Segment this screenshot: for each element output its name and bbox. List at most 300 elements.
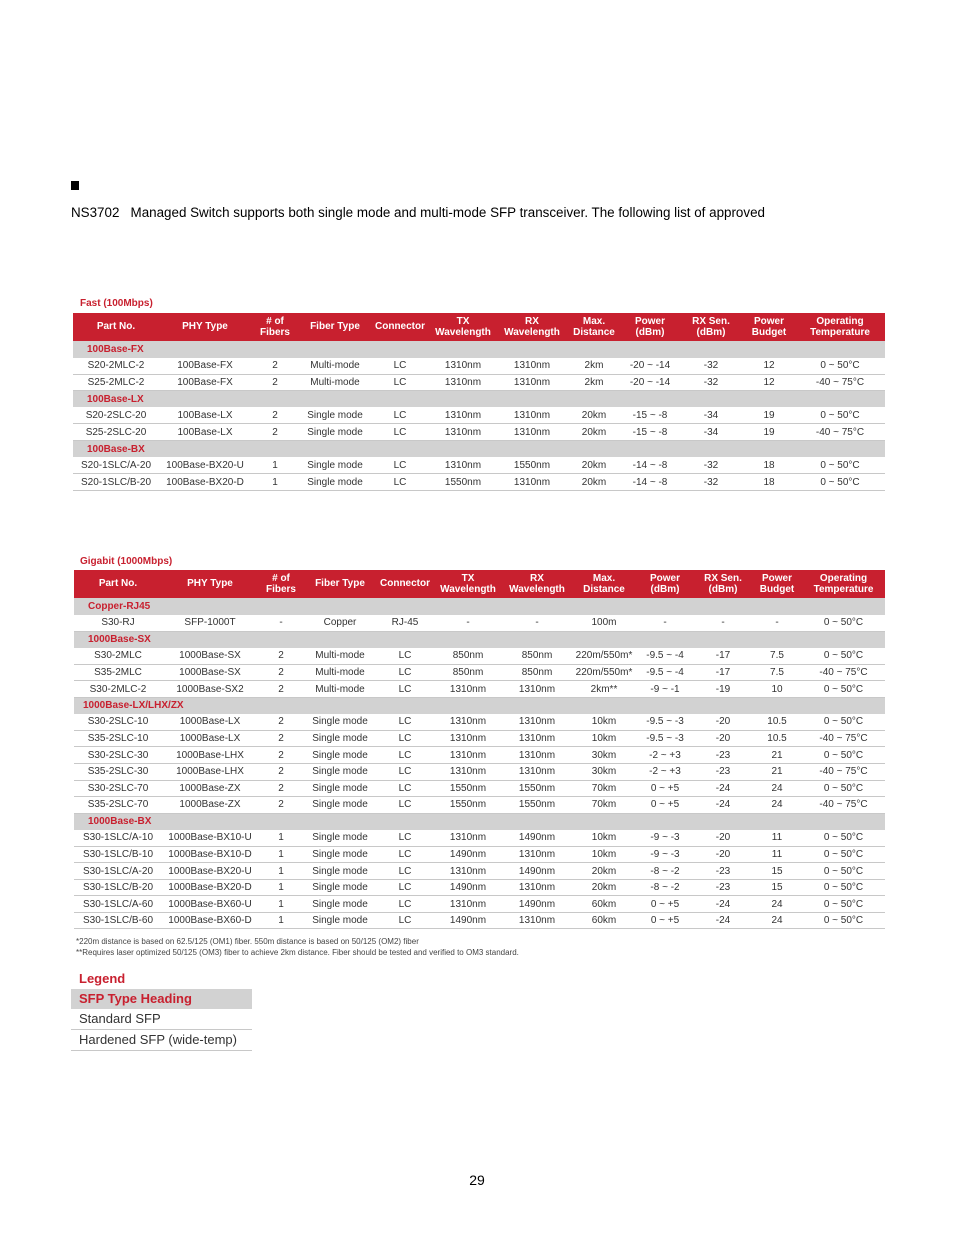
column-header: Max. Distance (572, 570, 636, 598)
table-cell: Single mode (304, 747, 376, 764)
table-cell: 1490nm (502, 896, 572, 913)
table-cell: SFP-1000T (162, 615, 258, 632)
table-cell: 1000Base-BX60-U (162, 896, 258, 913)
table-cell: 1310nm (429, 424, 497, 441)
table-cell: Single mode (304, 780, 376, 797)
table-cell: 0 ~ 50°C (795, 358, 885, 375)
table-cell: -9.5 ~ -3 (636, 714, 694, 731)
table-cell: -40 ~ 75°C (802, 664, 885, 681)
table-cell: -40 ~ 75°C (795, 374, 885, 391)
table-cell: 100Base-LX (159, 424, 251, 441)
table-cell: 0 ~ 50°C (802, 912, 885, 929)
column-header: # of Fibers (251, 313, 299, 341)
table-cell: 1310nm (434, 714, 502, 731)
table-cell: 24 (752, 797, 802, 814)
table-cell: 2 (258, 747, 304, 764)
table-cell: S35-2SLC-30 (74, 763, 162, 780)
fast-ethernet-table (73, 313, 885, 491)
table-cell: 1 (258, 896, 304, 913)
table-cell: LC (376, 896, 434, 913)
table-cell: 70km (572, 797, 636, 814)
table-cell: 1310nm (502, 846, 572, 863)
table-cell: 1310nm (429, 358, 497, 375)
table-cell: 21 (752, 763, 802, 780)
table-cell: 2 (251, 374, 299, 391)
table-cell: S20-1SLC/B-20 (73, 474, 159, 491)
table-cell: -24 (694, 912, 752, 929)
column-header: RX Sen. (dBm) (679, 313, 743, 341)
table-cell: LC (376, 763, 434, 780)
table-cell: 1490nm (502, 863, 572, 880)
table-cell: 12 (743, 358, 795, 375)
table-row (74, 830, 885, 847)
table-cell: 0 ~ 50°C (802, 830, 885, 847)
table-cell: Multi-mode (299, 374, 371, 391)
table-cell: 1310nm (502, 747, 572, 764)
table-cell: -20 (694, 714, 752, 731)
group-row (73, 341, 885, 358)
table-cell: -23 (694, 763, 752, 780)
table-cell: Single mode (304, 912, 376, 929)
column-header: # of Fibers (258, 570, 304, 598)
intro-text: NS3702 Managed Switch supports both single mode and multi-mode SFP transceiver. The following list of approved (71, 205, 765, 220)
column-header: Max. Distance (567, 313, 621, 341)
legend-standard-sfp: Standard SFP (71, 1009, 252, 1030)
table-cell: 60km (572, 912, 636, 929)
table-cell: Multi-mode (299, 358, 371, 375)
table-cell: LC (376, 846, 434, 863)
table-cell: -2 ~ +3 (636, 763, 694, 780)
group-heading: 1000Base-SX (74, 631, 885, 648)
table-cell: 0 ~ 50°C (795, 474, 885, 491)
table-cell: -9 ~ -3 (636, 846, 694, 863)
table-cell: 2km (567, 374, 621, 391)
table-cell: S30-2SLC-30 (74, 747, 162, 764)
table-cell: -15 ~ -8 (621, 424, 679, 441)
table-cell: 1310nm (434, 830, 502, 847)
table-cell: 15 (752, 879, 802, 896)
table-cell: -9.5 ~ -4 (636, 664, 694, 681)
column-header: Operating Temperature (795, 313, 885, 341)
table-cell: 1550nm (434, 780, 502, 797)
table-cell: LC (371, 358, 429, 375)
table-cell: 1000Base-LHX (162, 763, 258, 780)
table-cell: LC (376, 830, 434, 847)
table-cell: -32 (679, 358, 743, 375)
table-cell: 1 (258, 879, 304, 896)
table-cell: 20km (572, 879, 636, 896)
table-row (74, 714, 885, 731)
table-cell: 100Base-FX (159, 374, 251, 391)
table-cell: Single mode (304, 797, 376, 814)
table-cell: LC (376, 797, 434, 814)
table-cell: Single mode (304, 830, 376, 847)
table-cell: - (258, 615, 304, 632)
table-cell: 1490nm (434, 912, 502, 929)
column-header: Operating Temperature (802, 570, 885, 598)
table-cell: Multi-mode (304, 681, 376, 698)
table-cell: 1 (251, 474, 299, 491)
table-cell: Copper (304, 615, 376, 632)
table-cell: - (434, 615, 502, 632)
table-cell: S30-1SLC/B-20 (74, 879, 162, 896)
table-cell: Single mode (299, 457, 371, 474)
table-cell: 21 (752, 747, 802, 764)
table-cell: -24 (694, 896, 752, 913)
table-cell: Multi-mode (304, 648, 376, 665)
table-cell: 2 (258, 797, 304, 814)
page-number: 29 (469, 1172, 485, 1188)
table-cell: 30km (572, 747, 636, 764)
table-cell: -40 ~ 75°C (802, 763, 885, 780)
table-cell: S30-1SLC/B-60 (74, 912, 162, 929)
table-cell: LC (371, 407, 429, 424)
table-cell: S20-2MLC-2 (73, 358, 159, 375)
table-cell: 0 ~ 50°C (802, 648, 885, 665)
table-cell: 100Base-FX (159, 358, 251, 375)
table-cell: S20-2SLC-20 (73, 407, 159, 424)
table-cell: 1490nm (434, 846, 502, 863)
table-cell: 1000Base-BX60-D (162, 912, 258, 929)
table-cell: 1310nm (497, 424, 567, 441)
table-cell: 20km (572, 863, 636, 880)
group-row (73, 441, 885, 458)
table-cell: 220m/550m* (572, 648, 636, 665)
table-row (73, 374, 885, 391)
table-cell: 2km (567, 358, 621, 375)
table-cell: 100m (572, 615, 636, 632)
table-cell: 7.5 (752, 664, 802, 681)
table-cell: 1310nm (502, 714, 572, 731)
table-cell: 70km (572, 780, 636, 797)
table-cell: 10.5 (752, 730, 802, 747)
table-row (74, 879, 885, 896)
table-cell: S25-2MLC-2 (73, 374, 159, 391)
table-cell: 12 (743, 374, 795, 391)
table-cell: Single mode (299, 424, 371, 441)
table-cell: Single mode (304, 863, 376, 880)
column-header: Fiber Type (304, 570, 376, 598)
table-cell: LC (371, 424, 429, 441)
table-cell: 0 ~ 50°C (802, 846, 885, 863)
table-cell: S20-1SLC/A-20 (73, 457, 159, 474)
table-cell: 10.5 (752, 714, 802, 731)
table-cell: 1000Base-ZX (162, 780, 258, 797)
table-cell: 19 (743, 407, 795, 424)
table-cell: S30-2SLC-10 (74, 714, 162, 731)
table-cell: 2km** (572, 681, 636, 698)
table-cell: 0 ~ +5 (636, 780, 694, 797)
table-cell: 1310nm (434, 747, 502, 764)
table-cell: 2 (258, 780, 304, 797)
table-row (74, 681, 885, 698)
column-header: RX Sen. (dBm) (694, 570, 752, 598)
table-cell: 19 (743, 424, 795, 441)
table-row (74, 896, 885, 913)
table-cell: -23 (694, 879, 752, 896)
table-cell: -34 (679, 424, 743, 441)
table-row (74, 648, 885, 665)
table-cell: 2 (258, 664, 304, 681)
table-cell: LC (371, 374, 429, 391)
table-cell: Single mode (304, 846, 376, 863)
group-heading: Copper-RJ45 (74, 598, 885, 615)
footnote-2: **Requires laser optimized 50/125 (OM3) fiber to achieve 2km distance. Fiber should be tested and verified to OM3 standard. (76, 948, 519, 957)
table-row (74, 747, 885, 764)
table-cell: S30-2MLC-2 (74, 681, 162, 698)
table-cell: 0 ~ +5 (636, 912, 694, 929)
table-cell: 850nm (434, 648, 502, 665)
table-cell: -23 (694, 747, 752, 764)
table-cell: 10km (572, 714, 636, 731)
table-cell: 60km (572, 896, 636, 913)
column-header: RX Wavelength (497, 313, 567, 341)
column-header: Connector (376, 570, 434, 598)
column-header: Fiber Type (299, 313, 371, 341)
column-header: PHY Type (159, 313, 251, 341)
table-cell: -17 (694, 648, 752, 665)
legend-heading-swatch: SFP Type Heading (71, 989, 252, 1009)
table-cell: 20km (567, 407, 621, 424)
table-cell: 1310nm (502, 681, 572, 698)
table-cell: - (636, 615, 694, 632)
legend-hardened-sfp: Hardened SFP (wide-temp) (71, 1030, 252, 1051)
table-cell: 1310nm (502, 879, 572, 896)
table-cell: 0 ~ 50°C (802, 780, 885, 797)
table-cell: S35-2SLC-70 (74, 797, 162, 814)
table-cell: -17 (694, 664, 752, 681)
table-row (74, 615, 885, 632)
table-cell: LC (376, 648, 434, 665)
table-cell: -20 ~ -14 (621, 374, 679, 391)
column-header: TX Wavelength (434, 570, 502, 598)
table-row (74, 664, 885, 681)
table-cell: -9.5 ~ -4 (636, 648, 694, 665)
table-cell: -32 (679, 374, 743, 391)
table-row (74, 912, 885, 929)
table-cell: S35-2MLC (74, 664, 162, 681)
table-cell: 1310nm (434, 896, 502, 913)
table-cell: -40 ~ 75°C (802, 730, 885, 747)
column-header: Power Budget (752, 570, 802, 598)
table-cell: Single mode (304, 714, 376, 731)
table-cell: S30-RJ (74, 615, 162, 632)
table-cell: -9 ~ -1 (636, 681, 694, 698)
table-cell: 2 (258, 730, 304, 747)
table-cell: 1310nm (497, 358, 567, 375)
group-row (74, 697, 885, 714)
table-cell: 1490nm (434, 879, 502, 896)
table-cell: 0 ~ 50°C (802, 714, 885, 731)
table-cell: 20km (567, 457, 621, 474)
table-cell: -8 ~ -2 (636, 879, 694, 896)
table-cell: 24 (752, 780, 802, 797)
table-row (74, 863, 885, 880)
table-cell: 2 (251, 407, 299, 424)
table-cell: 1000Base-SX (162, 648, 258, 665)
table-cell: S30-1SLC/A-20 (74, 863, 162, 880)
table-cell: S25-2SLC-20 (73, 424, 159, 441)
table-cell: - (502, 615, 572, 632)
table-cell: 220m/550m* (572, 664, 636, 681)
footnote-1: *220m distance is based on 62.5/125 (OM1) fiber. 550m distance is based on 50/125 (OM2) fiber (76, 937, 419, 946)
group-heading: 100Base-BX (73, 441, 885, 458)
table-cell: 0 ~ 50°C (802, 747, 885, 764)
table-cell: 1310nm (429, 407, 497, 424)
table-cell: S30-1SLC/A-60 (74, 896, 162, 913)
table-cell: 100Base-BX20-U (159, 457, 251, 474)
table-cell: -40 ~ 75°C (795, 424, 885, 441)
column-header: Part No. (74, 570, 162, 598)
table-cell: Single mode (304, 730, 376, 747)
table-cell: -14 ~ -8 (621, 474, 679, 491)
table-cell: LC (376, 714, 434, 731)
table-cell: 100Base-BX20-D (159, 474, 251, 491)
table-cell: LC (376, 863, 434, 880)
table-cell: Multi-mode (304, 664, 376, 681)
group-heading: 100Base-FX (73, 341, 885, 358)
table-cell: 1000Base-BX10-D (162, 846, 258, 863)
table-row (73, 474, 885, 491)
table-cell: Single mode (304, 896, 376, 913)
table-cell: Single mode (304, 879, 376, 896)
table-cell: 10km (572, 730, 636, 747)
table-cell: 1310nm (497, 474, 567, 491)
group-row (74, 631, 885, 648)
table-cell: 100Base-LX (159, 407, 251, 424)
column-header: Power (dBm) (636, 570, 694, 598)
table-cell: 0 ~ +5 (636, 797, 694, 814)
table-cell: 1 (258, 912, 304, 929)
table-cell: 1000Base-SX2 (162, 681, 258, 698)
table-cell: 1310nm (434, 863, 502, 880)
table-cell: 1000Base-BX20-D (162, 879, 258, 896)
table-cell: RJ-45 (376, 615, 434, 632)
table-cell: 1 (258, 863, 304, 880)
table-cell: 0 ~ 50°C (795, 407, 885, 424)
table-cell: - (752, 615, 802, 632)
table-cell: -32 (679, 474, 743, 491)
table-cell: 1310nm (502, 730, 572, 747)
table-cell: -14 ~ -8 (621, 457, 679, 474)
table-cell: 20km (567, 474, 621, 491)
table-cell: Single mode (304, 763, 376, 780)
table-cell: 15 (752, 863, 802, 880)
bullet-icon (71, 181, 79, 190)
group-row (73, 391, 885, 408)
table-cell: Single mode (299, 474, 371, 491)
table-cell: -20 (694, 830, 752, 847)
table-cell: S30-2MLC (74, 648, 162, 665)
table-cell: 7.5 (752, 648, 802, 665)
table-cell: 0 ~ 50°C (795, 457, 885, 474)
column-header: Part No. (73, 313, 159, 341)
table-cell: -20 ~ -14 (621, 358, 679, 375)
table-cell: 1490nm (502, 830, 572, 847)
table-row (74, 780, 885, 797)
table-cell: LC (376, 747, 434, 764)
table-cell: 1310nm (429, 374, 497, 391)
legend-title: Legend (79, 971, 126, 986)
table-row (73, 407, 885, 424)
table-cell: LC (376, 780, 434, 797)
table-row (74, 730, 885, 747)
table-cell: 1310nm (434, 763, 502, 780)
table-cell: 20km (567, 424, 621, 441)
table-cell: S35-2SLC-10 (74, 730, 162, 747)
table-cell: -15 ~ -8 (621, 407, 679, 424)
group-heading: 1000Base-LX/LHX/ZX (74, 697, 885, 714)
table-cell: 1550nm (502, 780, 572, 797)
column-header: Power (dBm) (621, 313, 679, 341)
table-cell: 1550nm (434, 797, 502, 814)
table-cell: -34 (679, 407, 743, 424)
table-cell: 1 (251, 457, 299, 474)
legend (71, 989, 252, 1051)
table-cell: 0 ~ +5 (636, 896, 694, 913)
gigabit-section-title: Gigabit (1000Mbps) (80, 556, 173, 567)
gigabit-ethernet-table (74, 570, 885, 929)
table-row (74, 763, 885, 780)
table-cell: 1310nm (434, 681, 502, 698)
table-cell: 10km (572, 846, 636, 863)
table-cell: 1310nm (434, 730, 502, 747)
table-cell: 1000Base-SX (162, 664, 258, 681)
table-cell: 1550nm (429, 474, 497, 491)
table-cell: 1 (258, 846, 304, 863)
table-cell: 850nm (434, 664, 502, 681)
table-cell: LC (376, 681, 434, 698)
group-row (74, 598, 885, 615)
table-cell: 11 (752, 830, 802, 847)
table-cell: 850nm (502, 664, 572, 681)
table-cell: LC (376, 664, 434, 681)
table-row (73, 358, 885, 375)
table-cell: 0 ~ 50°C (802, 863, 885, 880)
table-cell: -19 (694, 681, 752, 698)
table-cell: -2 ~ +3 (636, 747, 694, 764)
table-cell: 1310nm (429, 457, 497, 474)
table-row (74, 846, 885, 863)
table-cell: 24 (752, 912, 802, 929)
column-header: RX Wavelength (502, 570, 572, 598)
table-cell: -32 (679, 457, 743, 474)
column-header: Connector (371, 313, 429, 341)
table-row (73, 457, 885, 474)
table-cell: 24 (752, 896, 802, 913)
table-cell: 1 (258, 830, 304, 847)
table-cell: 18 (743, 457, 795, 474)
group-heading: 1000Base-BX (74, 813, 885, 830)
table-cell: 2 (251, 424, 299, 441)
table-cell: 1310nm (497, 407, 567, 424)
table-cell: 1000Base-LX (162, 714, 258, 731)
table-cell: 0 ~ 50°C (802, 879, 885, 896)
table-cell: S30-2SLC-70 (74, 780, 162, 797)
table-cell: -20 (694, 730, 752, 747)
table-cell: 2 (258, 714, 304, 731)
column-header: PHY Type (162, 570, 258, 598)
table-cell: 18 (743, 474, 795, 491)
table-cell: -20 (694, 846, 752, 863)
group-row (74, 813, 885, 830)
table-cell: LC (376, 879, 434, 896)
table-cell: -8 ~ -2 (636, 863, 694, 880)
table-cell: 1000Base-LHX (162, 747, 258, 764)
table-cell: - (694, 615, 752, 632)
table-cell: LC (376, 730, 434, 747)
table-row (74, 797, 885, 814)
